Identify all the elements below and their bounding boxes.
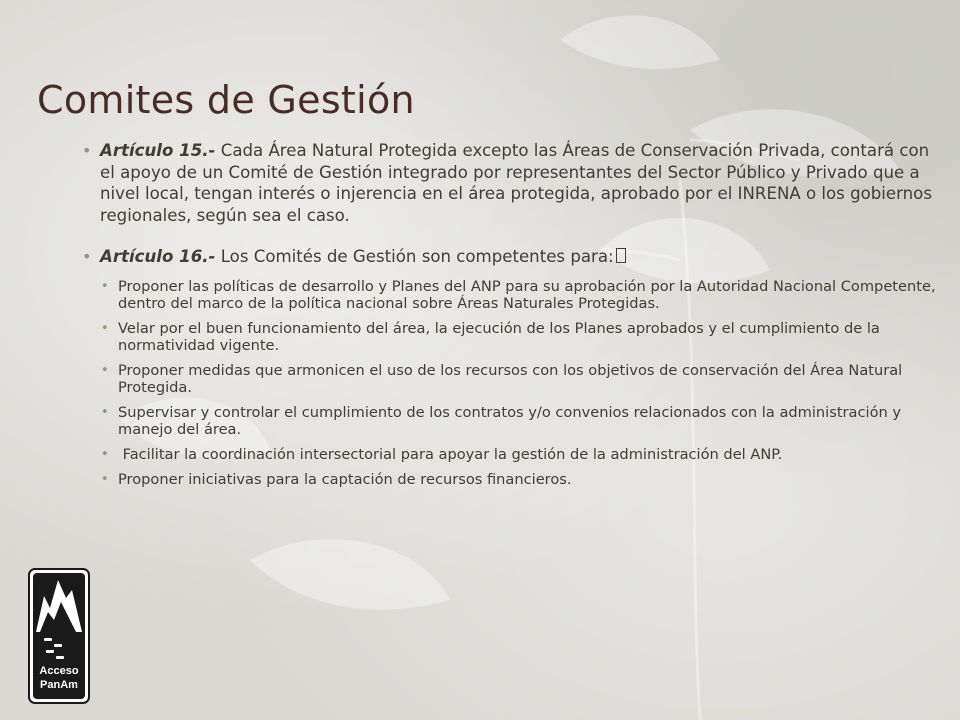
competence-list: [100, 278, 942, 488]
page-title: Comites de Gestión: [37, 78, 415, 122]
article-16: [82, 246, 942, 488]
article-16-label: Artículo 16.-: [100, 247, 216, 266]
missing-glyph-box: [616, 248, 626, 263]
competence-item: • Proponer medidas que armonicen el uso de los recursos con los objetivos de conservación del Área Natural Protegida.: [98, 362, 942, 396]
acceso-panam-logo: [28, 568, 90, 704]
competence-item: • Velar por el buen funcionamiento del área, la ejecución de los Planes aprobados y el cumplimiento de la normatividad vigente.: [98, 320, 942, 354]
article-15-label: Artículo 15.-: [100, 141, 216, 160]
competence-item: • Supervisar y controlar el cumplimiento de los contratos y/o convenios relacionados con la administración y manejo del área.: [98, 404, 942, 438]
article-15: [82, 140, 942, 226]
logo-line1: Acceso: [39, 665, 79, 677]
article-15-text: Cada Área Natural Protegida excepto las Áreas de Conservación Privada, contará con el apoyo de un Comité de Gestión integrado por representantes del Sector Público y Privado que a nivel local, tengan interés o injerencia en el área protegida, aprobado por el INRENA o los gobiernos regionales, según sea el caso.: [100, 141, 932, 225]
competence-item: • Facilitar la coordinación intersectorial para apoyar la gestión de la administración del ANP.: [98, 446, 942, 463]
article-list: [82, 140, 942, 508]
article-16-text: Los Comités de Gestión son competentes para:: [215, 247, 614, 266]
competence-item: • Proponer las políticas de desarrollo y Planes del ANP para su aprobación por la Autoridad Nacional Competente, dentro del marco de la política nacional sobre Áreas Naturales Protegidas.: [98, 278, 942, 312]
logo-line2: PanAm: [40, 679, 78, 691]
competence-item: • Proponer iniciativas para la captación de recursos financieros.: [98, 471, 942, 488]
